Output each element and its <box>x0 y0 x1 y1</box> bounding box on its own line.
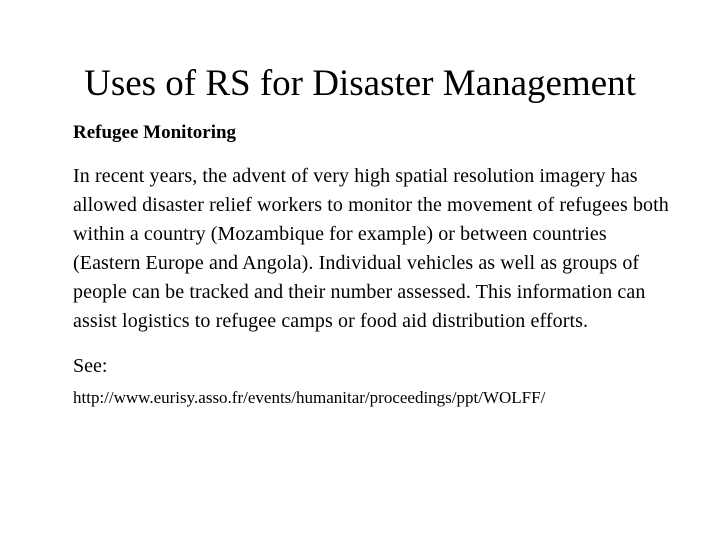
slide-title: Uses of RS for Disaster Management <box>84 63 636 104</box>
section-subheading: Refugee Monitoring <box>73 122 237 143</box>
body-paragraph: In recent years, the advent of very high spatial resolution imagery has allowed disaster relief workers to monitor the movement of refugees both within a country (Mozambique for example) or between countries (Eastern Europe and Angola). Individual vehicles as well as groups of people can be tracked and their number assessed. This information can assist logistics to refugee camps or food aid distribution efforts. <box>73 165 669 332</box>
reference-url: http://www.eurisy.asso.fr/events/humanitar/proceedings/ppt/WOLFF/ <box>73 388 546 407</box>
see-label: See: <box>73 355 108 377</box>
slide-body <box>73 122 673 409</box>
